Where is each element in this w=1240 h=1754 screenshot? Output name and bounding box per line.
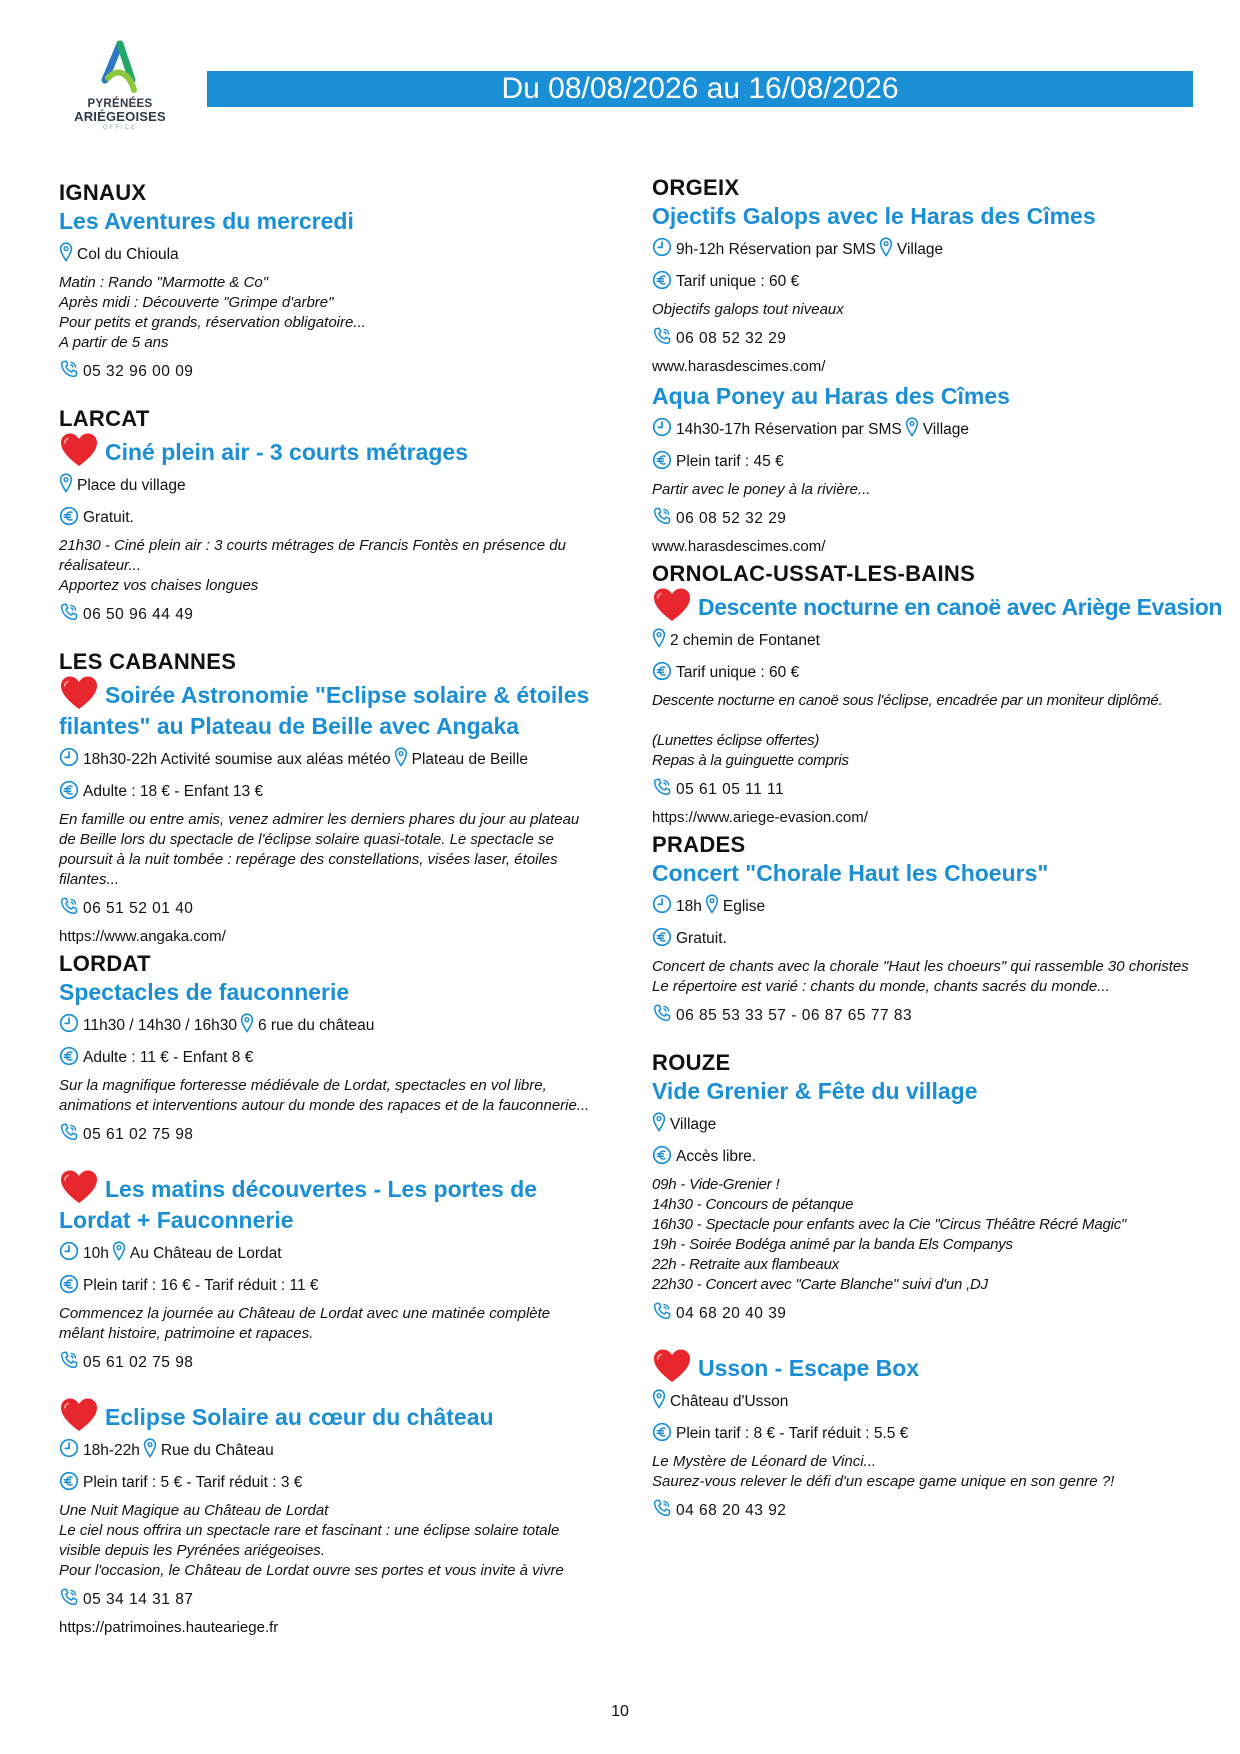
event-location [59,242,599,265]
location-pin-icon [905,417,919,437]
heart-icon [652,1348,692,1384]
town-name: LARCAT [59,406,150,431]
event-block [59,977,599,1145]
clock-icon [652,417,672,437]
event-description: Matin : Rando "Marmotte & Co" Après midi : Découverte "Grimpe d'arbre" Pour petits et grands, réservation obligatoire... A partir de 5 ans [59,274,366,351]
town-name: ROUZE [652,1050,731,1075]
phone-number[interactable]: 05 61 02 75 98 [83,1354,194,1371]
event-description: Commencez la journée au Château de Lordat avec une matinée complète mêlant histoire, patrimoine et rapaces. [59,1305,551,1342]
location-pin-icon [652,628,666,648]
left-column [59,180,599,1638]
clock-icon [652,237,672,257]
price-text: Adulte : 18 € - Enfant 13 € [83,783,264,800]
event-url[interactable]: www.harasdescimes.com/ [652,538,826,555]
location-text: Village [922,421,970,438]
event-time-location [59,1438,599,1461]
price-text: Plein tarif : 16 € - Tarif réduit : 11 € [83,1277,319,1294]
price-text: Plein tarif : 8 € - Tarif réduit : 5.5 € [676,1425,909,1442]
phone-icon [59,1350,79,1370]
event-description: Objectifs galops tout niveaux [652,301,844,318]
town-name: ORGEIX [652,175,740,200]
clock-icon [59,1013,79,1033]
price-text: Tarif unique : 60 € [676,273,800,290]
time-text: 9h-12h Réservation par SMS [676,241,876,258]
event-url[interactable]: www.harasdescimes.com/ [652,358,826,375]
phone-icon [59,359,79,379]
event-description: 09h - Vide-Grenier ! 14h30 - Concours de pétanque 16h30 - Spectacle pour enfants avec la Cie "Circus Théâtre Récré Magic" 19h - Soirée Bodéga animé par la banda Els Companys 22h - Retraite aux flambeaux 22h30 - Concert avec "Carte Blanche" suivi d'un ,DJ [652,1176,1127,1293]
event-url[interactable]: https://www.angaka.com/ [59,928,226,945]
logo-line-3: OFFICE [103,125,137,131]
phone-number[interactable]: 06 50 96 44 49 [83,606,194,623]
event-block [59,1397,599,1638]
event-phone [652,1003,1192,1026]
clock-icon [59,1438,79,1458]
location-text: Village [896,241,944,258]
event-title: Descente nocturne en canoë avec Ariège Evasion [698,594,1223,620]
location-pin-icon [112,1241,126,1261]
location-text: Place du village [77,477,186,494]
town-section-larcat [59,406,599,625]
price-text: Plein tarif : 45 € [676,453,784,470]
location-pin-icon [652,1389,666,1409]
phone-number[interactable]: 05 61 05 11 11 [676,781,785,798]
location-text: Col du Chioula [77,246,179,263]
town-section-les-cabannes [59,649,599,947]
euro-icon [59,1471,79,1491]
time-text: 18h-22h [83,1442,140,1459]
event-title-row [59,432,599,468]
event-location [59,473,599,496]
phone-icon [59,602,79,622]
price-text: Plein tarif : 5 € - Tarif réduit : 3 € [83,1474,303,1491]
event-time-location [652,237,1192,260]
price-text: Tarif unique : 60 € [676,664,800,681]
town-name: LORDAT [59,951,151,976]
euro-icon [652,450,672,470]
location-pin-icon [59,242,73,262]
event-price [59,506,599,528]
location-pin-icon [143,1438,157,1458]
town-name: ORNOLAC-USSAT-LES-BAINS [652,561,976,586]
event-title-row [59,675,599,742]
event-block [652,1348,1192,1521]
event-description: Le Mystère de Léonard de Vinci... Saurez-vous relever le défi d'un escape game unique en son genre ?! [652,1453,1115,1490]
event-price [59,1046,599,1068]
euro-icon [652,661,672,681]
location-text: Au Château de Lordat [129,1245,282,1262]
heart-icon [59,432,99,468]
town-section-orgeix [652,175,1192,557]
event-time-location [59,1013,599,1036]
event-price [59,780,599,802]
event-description: Concert de chants avec la chorale "Haut les choeurs" qui rassemble 30 choristes Le répertoire est varié : chants du monde, chants sacrés du monde... [652,958,1189,995]
event-description: En famille ou entre amis, venez admirer les derniers phares du jour au plateau de Beille lors du spectacle de l'éclipse solaire quasi-totale. Le spectacle se poursuit à la nuit tombée : repérage des constellations, visées laser, étoiles filantes... [59,811,580,888]
page-number: 10 [611,1703,629,1720]
phone-number[interactable]: 06 51 52 01 40 [83,900,194,917]
phone-icon [652,326,672,346]
location-text: Rue du Château [160,1442,274,1459]
town-section-prades [652,832,1192,1026]
event-description: Une Nuit Magique au Château de Lordat Le ciel nous offrira un spectacle rare et fascinant : une éclipse solaire totale visible depuis les Pyrénées ariégeoises. Pour l'occasion, le Château de Lordat ouvre ses portes et vous invite à vivre [59,1502,564,1579]
event-title: Spectacles de fauconnerie [59,979,350,1005]
event-description: 21h30 - Ciné plein air : 3 courts métrages de Francis Fontès en présence du réalisateur... Apportez vos chaises longues [59,537,566,594]
event-title: Vide Grenier & Fête du village [652,1078,978,1104]
event-time-location [59,747,599,770]
event-title-row [652,587,1223,623]
time-text: 18h30-22h Activité soumise aux aléas météo [83,751,391,768]
phone-number[interactable]: 04 68 20 43 92 [676,1502,787,1519]
town-name: IGNAUX [59,180,147,205]
event-price [652,927,1192,949]
event-url[interactable]: https://patrimoines.hauteariege.fr [59,1619,279,1636]
brand-logo [70,40,170,132]
town-section-rouze [652,1050,1192,1521]
location-text: 6 rue du château [258,1017,375,1034]
phone-icon [652,506,672,526]
event-title-row [59,1169,599,1236]
euro-icon [59,1274,79,1294]
logo-line-2: ARIÉGEOISES [74,109,166,124]
event-title: Aqua Poney au Haras des Cîmes [652,383,1010,409]
event-phone [652,1301,1192,1324]
phone-number[interactable]: 05 61 02 75 98 [83,1126,194,1143]
event-title: Concert "Chorale Haut les Choeurs" [652,860,1049,886]
location-text: Château d'Usson [670,1393,789,1410]
location-text: Village [670,1116,717,1133]
event-price [652,450,1192,472]
event-title-row [652,1348,1192,1384]
euro-icon [652,1422,672,1442]
event-time-location [652,894,1192,917]
event-location [652,1112,1192,1135]
event-location [652,1389,1192,1412]
event-time-location [652,417,1192,440]
event-phone [59,1122,599,1145]
phone-number[interactable]: 06 08 52 32 29 [676,330,787,347]
time-text: 11h30 / 14h30 / 16h30 [83,1017,237,1034]
euro-icon [59,1046,79,1066]
heart-icon [59,675,99,711]
event-phone [652,1498,1192,1521]
event-price [652,1422,1192,1444]
event-title: Soirée Astronomie "Eclipse solaire & étoiles filantes" au Plateau de Beille avec Angaka [59,682,590,739]
event-price [59,1274,599,1296]
location-text: Plateau de Beille [411,751,528,768]
location-pin-icon [59,473,73,493]
location-text: Eglise [722,898,766,915]
event-price [652,1145,1192,1167]
event-phone [652,777,1192,800]
town-name: PRADES [652,832,746,857]
phone-icon [652,1498,672,1518]
event-title: Les matins découvertes - Les portes de Lordat + Fauconnerie [59,1176,538,1233]
phone-icon [59,1122,79,1142]
location-pin-icon [705,894,719,914]
event-phone [652,506,1192,529]
event-description: Sur la magnifique forteresse médiévale de Lordat, spectacles en vol libre, animations et interventions autour du monde des rapaces et de la fauconnerie... [59,1077,590,1114]
event-title: Eclipse Solaire au cœur du château [105,1404,494,1430]
event-phone [59,896,599,919]
event-phone [59,1587,599,1610]
location-pin-icon [879,237,893,257]
euro-icon [59,506,79,526]
town-section-ignaux [59,180,599,382]
phone-number[interactable]: 04 68 20 40 39 [676,1305,787,1322]
heart-icon [59,1397,99,1433]
town-section-lordat [59,951,599,1638]
euro-icon [59,780,79,800]
event-phone [59,359,599,382]
event-url[interactable]: https://www.ariege-evasion.com/ [652,809,868,826]
event-title: Usson - Escape Box [698,1355,920,1381]
phone-icon [652,1003,672,1023]
price-text: Gratuit. [83,509,134,526]
clock-icon [59,747,79,767]
event-time-location [59,1241,599,1264]
event-title-row [59,1397,599,1433]
event-description: Descente nocturne en canoë sous l'éclipse, encadrée par un moniteur diplômé. (Lunettes éclipse offertes) Repas à la guinguette compris [652,692,1163,769]
phone-icon [652,777,672,797]
phone-number[interactable]: 06 08 52 32 29 [676,510,787,527]
right-column [652,175,1223,1521]
phone-icon [652,1301,672,1321]
phone-icon [59,896,79,916]
event-price [652,270,1192,292]
logo-mark-icon [98,40,142,96]
clock-icon [652,894,672,914]
price-text: Adulte : 11 € - Enfant 8 € [83,1049,254,1066]
euro-icon [652,270,672,290]
price-text: Gratuit. [676,930,727,947]
phone-number[interactable]: 05 34 14 31 87 [83,1591,194,1608]
time-text: 18h [676,898,702,915]
town-name: LES CABANNES [59,649,237,674]
event-phone [59,1350,599,1373]
event-price [652,661,1192,683]
location-pin-icon [652,1112,666,1132]
euro-icon [652,927,672,947]
clock-icon [59,1241,79,1261]
logo-line-1: PYRÉNÉES [87,98,153,110]
date-range-banner: Du 08/08/2026 au 16/08/2026 [207,71,1193,107]
location-pin-icon [394,747,408,767]
phone-icon [59,1587,79,1607]
event-title: Ojectifs Galops avec le Haras des Cîmes [652,203,1096,229]
euro-icon [652,1145,672,1165]
phone-number[interactable]: 05 32 96 00 09 [83,363,194,380]
event-block [652,381,1192,557]
event-location [652,628,1192,651]
event-block [652,201,1192,377]
price-text: Accès libre. [676,1148,757,1165]
event-price [59,1471,599,1493]
event-block [652,1076,1192,1324]
event-phone [59,602,599,625]
event-block [59,1169,599,1373]
heart-icon [652,587,692,623]
location-pin-icon [240,1013,254,1033]
phone-number[interactable]: 06 85 53 33 57 - 06 87 65 77 83 [676,1007,913,1024]
event-title: Les Aventures du mercredi [59,208,354,234]
event-title: Ciné plein air - 3 courts métrages [105,439,469,465]
event-phone [652,326,1192,349]
location-text: 2 chemin de Fontanet [670,632,820,649]
heart-icon [59,1169,99,1205]
time-text: 10h [83,1245,109,1262]
event-description: Partir avec le poney à la rivière... [652,481,871,498]
town-section-ornolac [652,561,1223,828]
time-text: 14h30-17h Réservation par SMS [676,421,902,438]
